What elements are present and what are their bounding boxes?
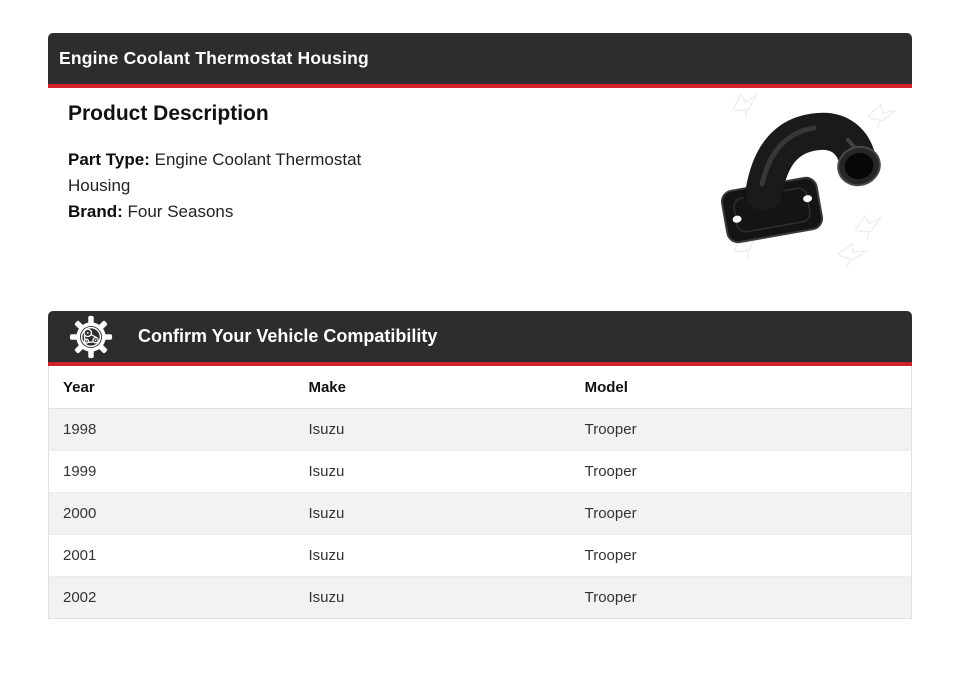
compatibility-table (48, 366, 912, 619)
description-heading: Product Description (68, 102, 269, 125)
cell-model: Trooper (584, 421, 637, 438)
product-photo-svg (702, 90, 910, 268)
column-header-model: Model (571, 366, 912, 409)
gear-icon (69, 315, 113, 359)
part-type-value: Engine Coolant Thermostat Housing (68, 150, 362, 195)
cell-year: 1998 (63, 421, 97, 438)
brand-label: Brand: (68, 202, 123, 221)
column-header-make: Make (294, 366, 570, 409)
table-row (49, 409, 912, 451)
cell-make: Isuzu (308, 589, 345, 606)
table-row (49, 493, 912, 535)
cell-model: Trooper (584, 505, 637, 522)
cell-year: 1999 (63, 463, 97, 480)
cell-make: Isuzu (308, 463, 345, 480)
product-attributes (68, 147, 424, 225)
cell-year: 2002 (63, 589, 97, 606)
table-row (49, 577, 912, 619)
compatibility-title-bar (48, 311, 912, 366)
cell-model: Trooper (584, 463, 637, 480)
cell-model: Trooper (584, 547, 637, 564)
thermostat-housing-photo (702, 90, 910, 268)
cell-model: Trooper (584, 589, 637, 606)
cell-year: 2001 (63, 547, 97, 564)
cell-make: Isuzu (308, 421, 345, 438)
product-description-section (48, 88, 912, 311)
column-header-year: Year (49, 366, 295, 409)
table-header-row (49, 366, 912, 409)
brand-value: Four Seasons (127, 202, 234, 221)
cell-make: Isuzu (308, 505, 345, 522)
part-type-label: Part Type: (68, 150, 150, 169)
cell-make: Isuzu (308, 547, 345, 564)
cell-year: 2000 (63, 505, 97, 522)
table-row (49, 535, 912, 577)
product-title: Engine Coolant Thermostat Housing (59, 48, 369, 68)
page-container (48, 33, 912, 619)
compatibility-title: Confirm Your Vehicle Compatibility (138, 326, 438, 346)
product-title-bar (48, 33, 912, 88)
table-row (49, 451, 912, 493)
